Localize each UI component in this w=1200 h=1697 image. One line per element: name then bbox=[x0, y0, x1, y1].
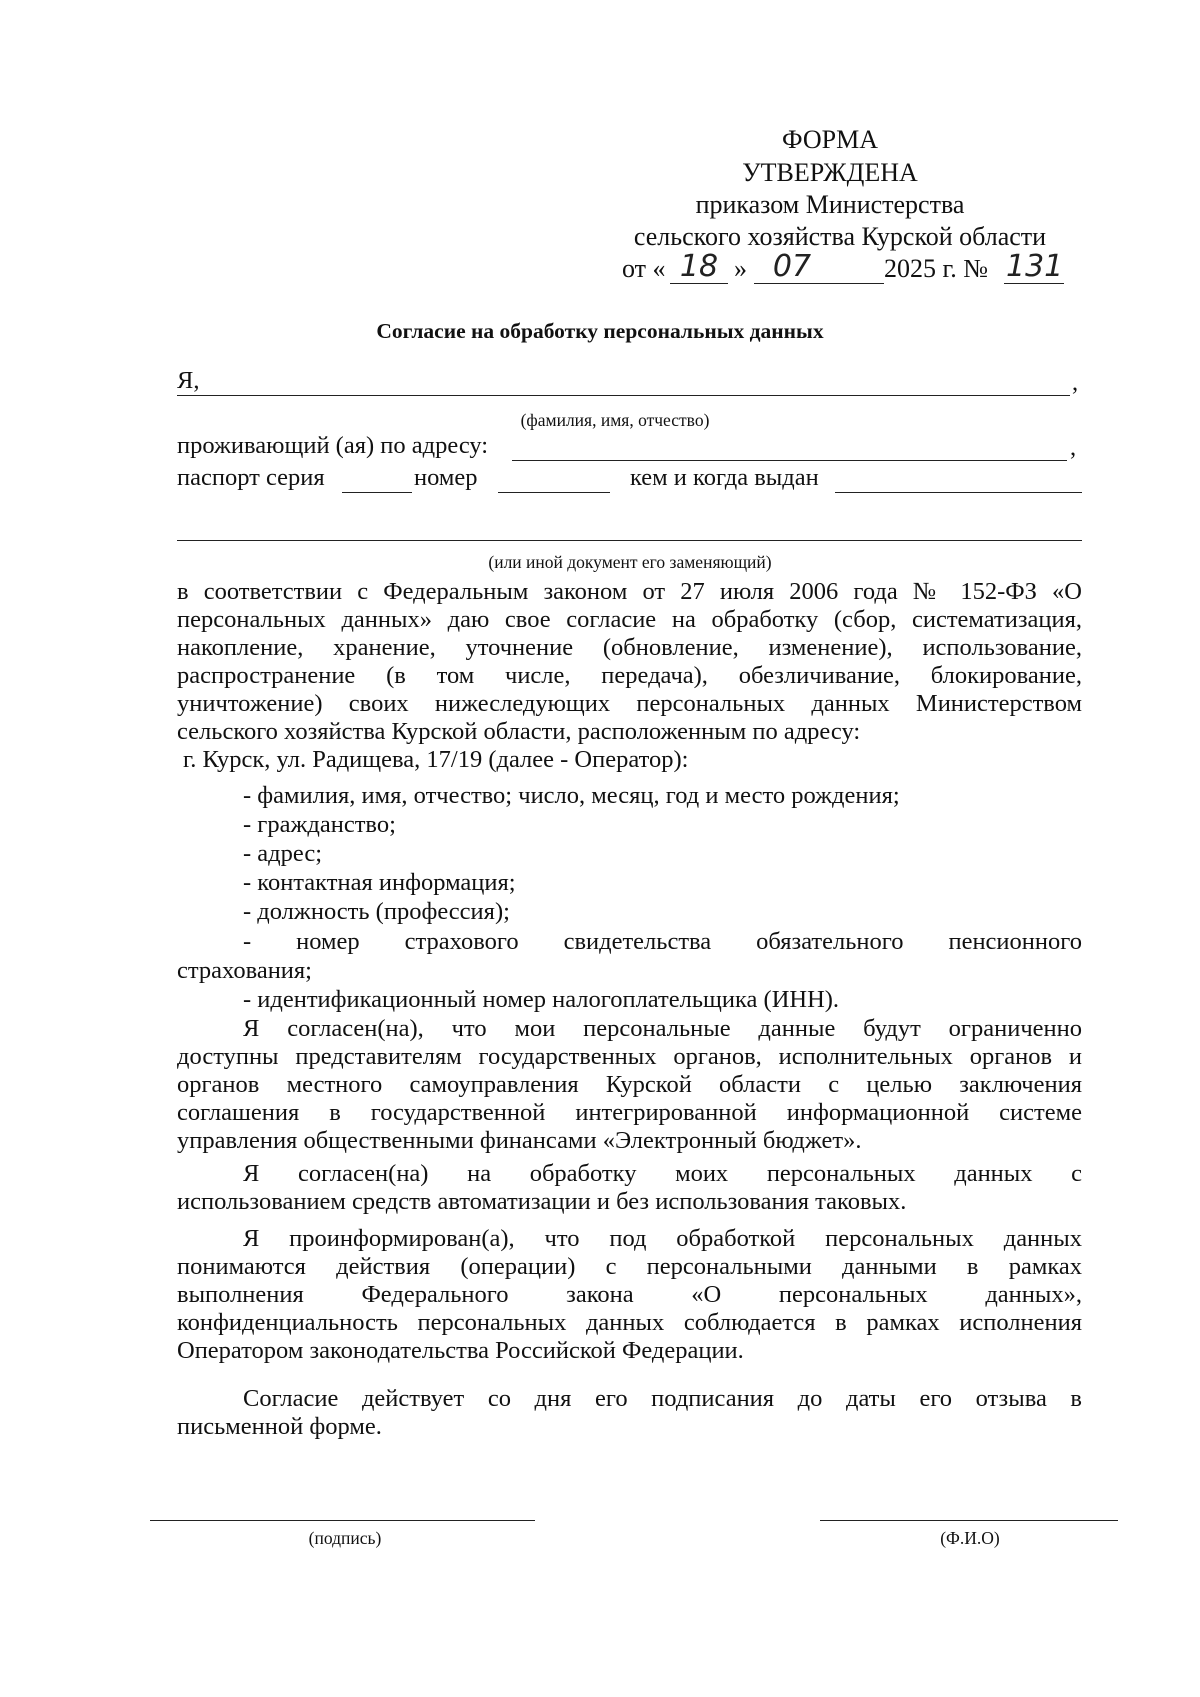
issued-by-field-line[interactable] bbox=[835, 492, 1082, 493]
name-label: Я, bbox=[177, 367, 200, 394]
approval-approved-label: УТВЕРЖДЕНА bbox=[742, 158, 918, 187]
approval-ministry-label: сельского хозяйства Курской области bbox=[633, 222, 1047, 251]
snils-word: свидетельства bbox=[563, 928, 712, 955]
year-and-number-label: 2025 г. № bbox=[884, 254, 989, 283]
paragraph-line: уничтожение) своих нижеследующих персональных данных Министерством bbox=[177, 690, 1082, 717]
snils-word: страхового bbox=[404, 928, 519, 955]
list-item-inn: - идентификационный номер налогоплательщика (ИНН). bbox=[243, 986, 840, 1013]
paragraph-line: выполнения Федерального закона «О персональных данных», bbox=[177, 1281, 1082, 1308]
paragraph-line: управления общественными финансами «Электронный бюджет». bbox=[177, 1127, 862, 1154]
fio-signature-caption: (Ф.И.О) bbox=[940, 1528, 1000, 1548]
list-item: - адрес; bbox=[243, 840, 323, 867]
paragraph-line: Я согласен(на) на обработку моих персональных данных с bbox=[243, 1160, 1082, 1187]
snils-word: номер bbox=[296, 928, 360, 955]
passport-number-label: номер bbox=[414, 464, 478, 491]
name-field-line[interactable] bbox=[177, 395, 1070, 396]
passport-number-field-line[interactable] bbox=[498, 492, 610, 493]
approval-order-label: приказом Министерства bbox=[695, 190, 965, 219]
paragraph-line: конфиденциальность персональных данных соблюдается в рамках исполнения bbox=[177, 1309, 1082, 1336]
paragraph-line: соглашения в государственной интегрированной информационной системе bbox=[177, 1099, 1082, 1126]
paragraph-line: накопление, хранение, уточнение (обновление, изменение), использование, bbox=[177, 634, 1082, 661]
approval-date-line bbox=[622, 249, 1082, 286]
list-item: - должность (профессия); bbox=[243, 898, 510, 925]
consent-paragraph-1 bbox=[177, 578, 1082, 774]
passport-series-field-line[interactable] bbox=[342, 492, 412, 493]
signature-caption: (подпись) bbox=[308, 1528, 382, 1548]
paragraph-line: в соответствии с Федеральным законом от 27 июля 2006 года № 152-ФЗ «О bbox=[177, 578, 1082, 605]
paragraph-line: персональных данных» даю свое согласие на обработку (сбор, систематизация, bbox=[177, 606, 1082, 633]
doc-caption: (или иной документ его заменяющий) bbox=[488, 552, 772, 572]
handwritten-order-number: 131 bbox=[1006, 249, 1064, 284]
date-mid: » bbox=[734, 254, 747, 283]
handwritten-month: 07 bbox=[772, 249, 812, 284]
document-field-line[interactable] bbox=[177, 540, 1082, 541]
paragraph-line: органов местного самоуправления Курской области с целью заключения bbox=[177, 1071, 1082, 1098]
snils-word: обязательного bbox=[756, 928, 904, 955]
paragraph-line: письменной форме. bbox=[177, 1413, 382, 1440]
list-item: - гражданство; bbox=[243, 811, 396, 838]
paragraph-line: Оператором законодательства Российской Федерации. bbox=[177, 1337, 744, 1364]
consent-paragraph-4 bbox=[177, 1225, 1082, 1365]
paragraph-line: доступны представителям государственных органов, исполнительных органов и bbox=[177, 1043, 1082, 1070]
paragraph-line: Я проинформирован(а), что под обработкой персональных данных bbox=[243, 1225, 1082, 1252]
handwritten-day: 18 bbox=[679, 249, 719, 284]
passport-series-label: паспорт серия bbox=[177, 464, 325, 491]
list-item: - фамилия, имя, отчество; число, месяц, год и место рождения; bbox=[243, 782, 900, 809]
paragraph-line: Я согласен(на), что мои персональные данные будут ограниченно bbox=[243, 1015, 1082, 1042]
list-item-snils bbox=[243, 928, 1082, 956]
name-comma: , bbox=[1072, 369, 1079, 396]
consent-paragraph-3 bbox=[177, 1160, 1082, 1216]
consent-paragraph-5 bbox=[177, 1385, 1082, 1441]
snils-word: - bbox=[243, 928, 252, 955]
document-title: Согласие на обработку персональных данных bbox=[376, 319, 824, 343]
date-prefix: от « bbox=[622, 254, 666, 283]
snils-continuation: страхования; bbox=[177, 957, 312, 984]
address-comma: , bbox=[1070, 434, 1077, 461]
address-field-line[interactable] bbox=[512, 460, 1067, 461]
snils-word: пенсионного bbox=[948, 928, 1082, 955]
issued-by-label: кем и когда выдан bbox=[630, 464, 819, 491]
approval-form-label: ФОРМА bbox=[782, 125, 878, 154]
signature-field-line[interactable] bbox=[150, 1520, 535, 1521]
paragraph-line: Согласие действует со дня его подписания до даты его отзыва в bbox=[243, 1385, 1082, 1412]
fio-signature-field-line[interactable] bbox=[820, 1520, 1118, 1521]
fio-caption: (фамилия, имя, отчество) bbox=[520, 410, 710, 430]
address-label: проживающий (ая) по адресу: bbox=[177, 432, 489, 459]
paragraph-line: использованием средств автоматизации и без использования таковых. bbox=[177, 1188, 907, 1215]
paragraph-line: распространение (в том числе, передача), обезличивание, блокирование, bbox=[177, 662, 1082, 689]
operator-address: г. Курск, ул. Радищева, 17/19 (далее - Оператор): bbox=[183, 746, 689, 773]
list-item: - контактная информация; bbox=[243, 869, 516, 896]
paragraph-line: понимаются действия (операции) с персональными данными в рамках bbox=[177, 1253, 1082, 1280]
paragraph-line: сельского хозяйства Курской области, расположенным по адресу: bbox=[177, 718, 861, 745]
consent-paragraph-2 bbox=[177, 1015, 1082, 1155]
